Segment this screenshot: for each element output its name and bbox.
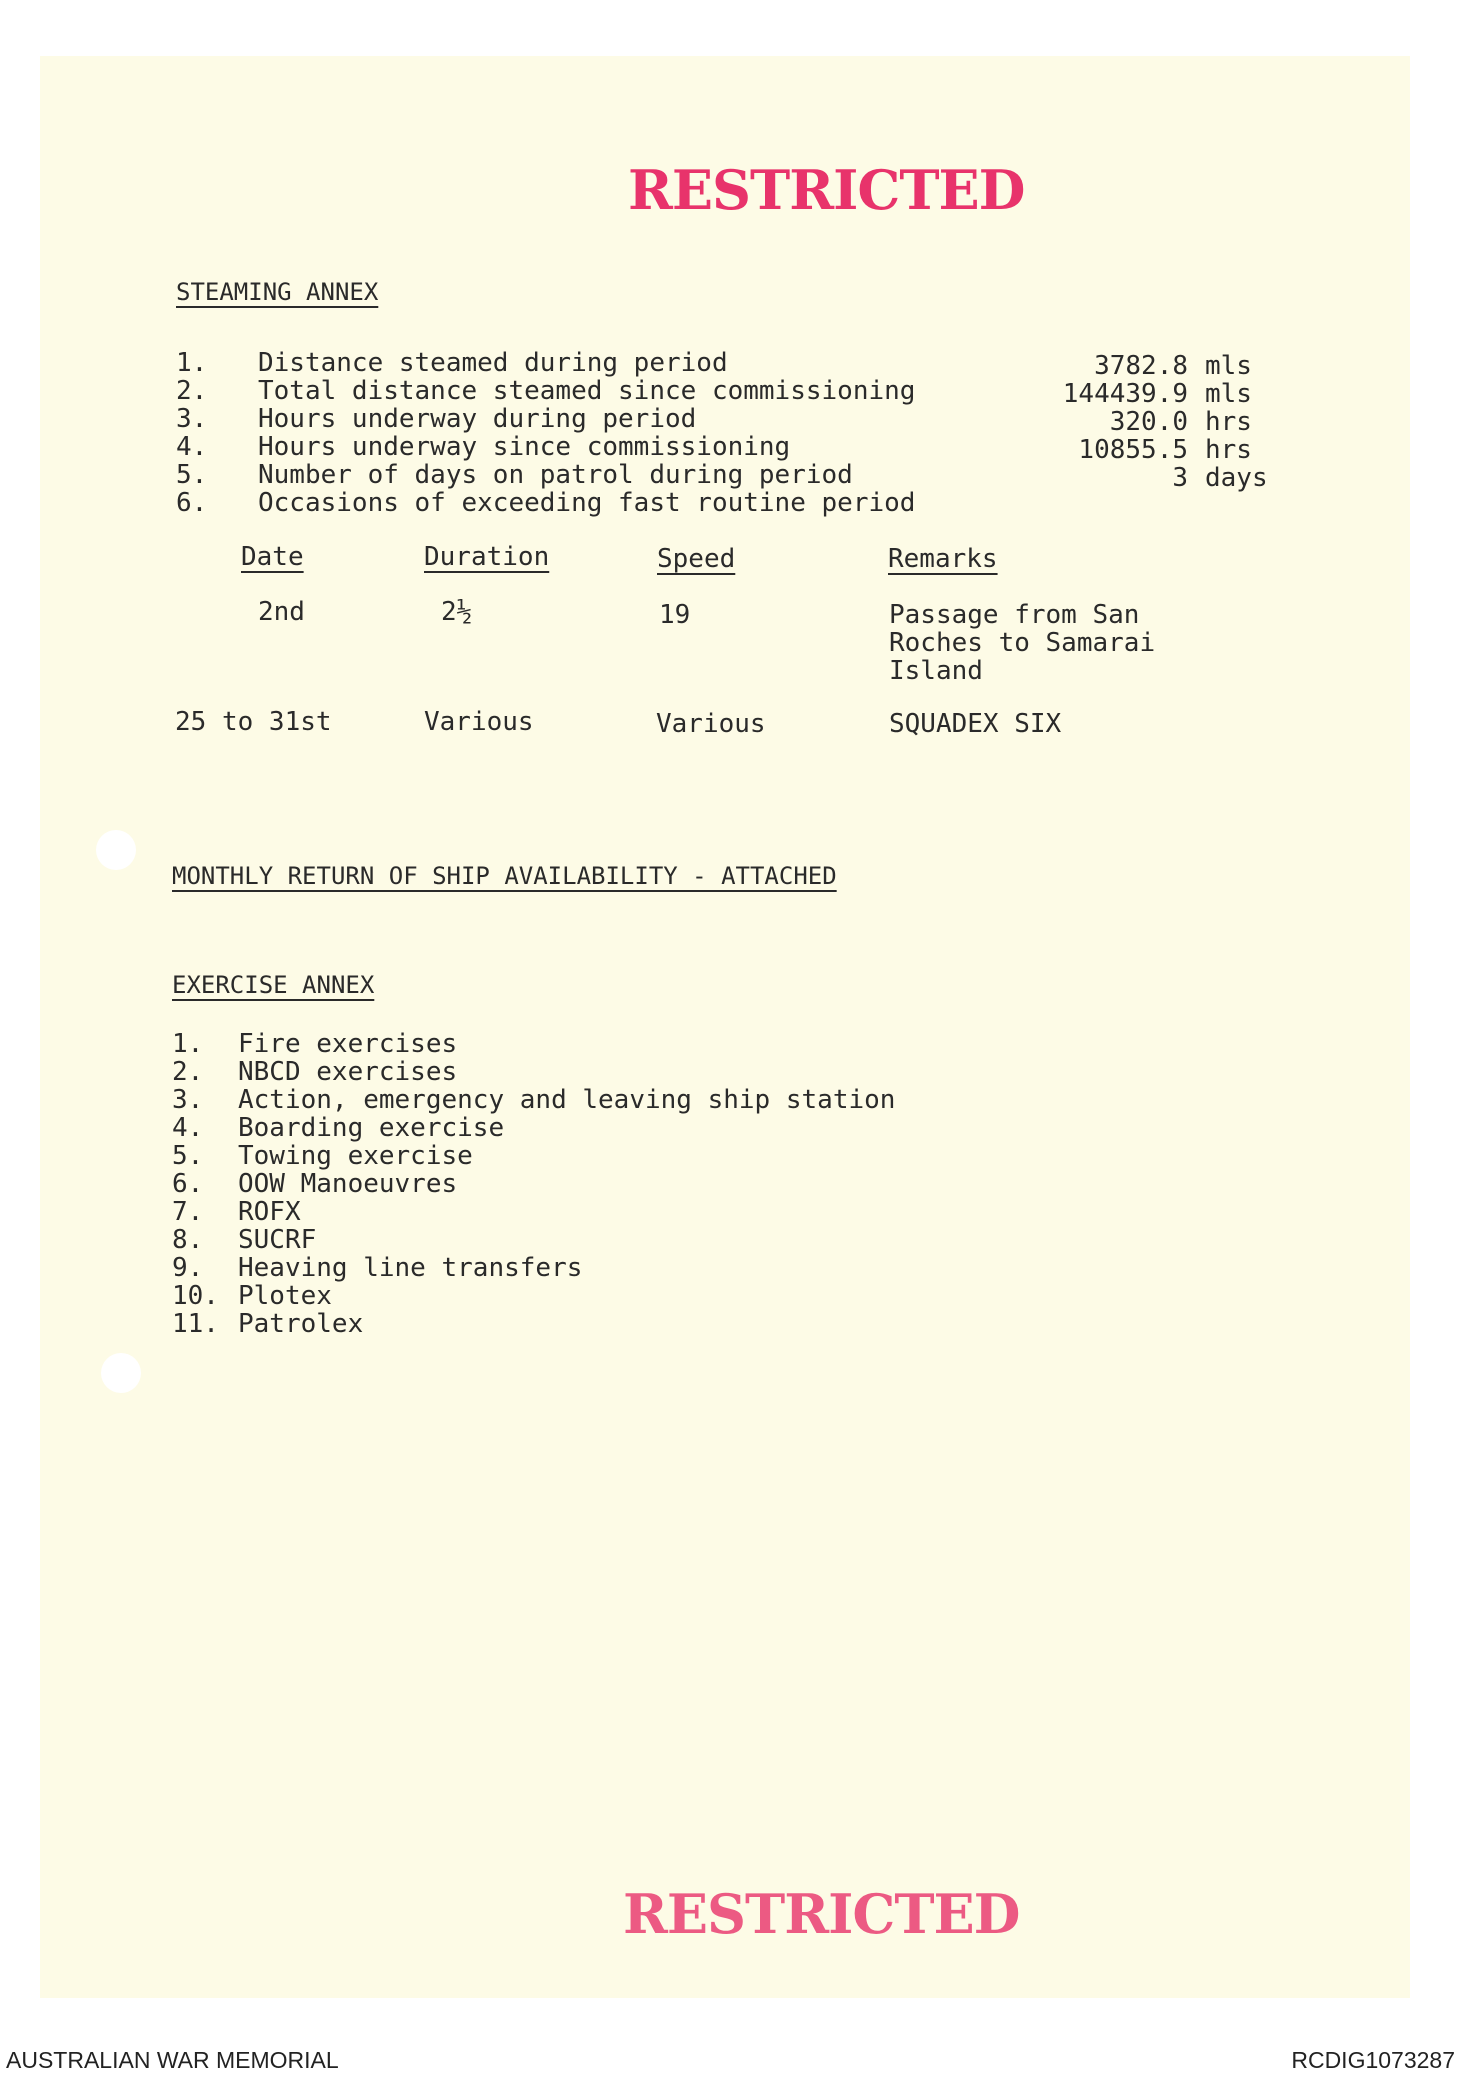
steaming-item-number: 5.	[176, 460, 208, 490]
table-cell-speed: Various	[656, 709, 766, 739]
table-cell-remarks-line: Passage from San	[889, 600, 1140, 630]
exercise-item-number: 9.	[172, 1253, 204, 1283]
exercise-item-number: 10.	[172, 1281, 219, 1311]
exercise-item-text: SUCRF	[238, 1225, 317, 1255]
exercise-item-number: 4.	[172, 1113, 204, 1143]
exercise-item-text: ROFX	[238, 1197, 301, 1227]
monthly-return-heading: MONTHLY RETURN OF SHIP AVAILABILITY - ATTACHED	[172, 862, 837, 890]
steaming-item-value: 3782.8	[1094, 351, 1188, 381]
exercise-item-text: Fire exercises	[238, 1029, 458, 1059]
steaming-item-number: 4.	[176, 432, 208, 462]
steaming-item-text: Number of days on patrol during period	[258, 460, 853, 490]
steaming-annex-title: STEAMING ANNEX	[176, 278, 379, 306]
steaming-item-number: 3.	[176, 404, 208, 434]
exercise-item-text: NBCD exercises	[238, 1057, 458, 1087]
exercise-item-text: Patrolex	[238, 1309, 364, 1339]
table-cell-speed: 19	[659, 600, 691, 630]
steaming-item-number: 6.	[176, 488, 208, 518]
exercise-item-number: 7.	[172, 1197, 204, 1227]
table-cell-remarks-line: SQUADEX SIX	[889, 709, 1062, 739]
punch-hole-bottom	[101, 1353, 141, 1393]
steaming-item-unit: mls	[1205, 379, 1252, 409]
footer-institution: AUSTRALIAN WAR MEMORIAL	[6, 2047, 339, 2073]
steaming-item-unit: hrs	[1205, 435, 1252, 465]
steaming-item-unit: days	[1205, 463, 1268, 493]
steaming-item-number: 2.	[176, 376, 208, 406]
table-cell-duration: Various	[424, 707, 534, 737]
steaming-item-value: 320.0	[1109, 407, 1188, 437]
footer-record-id: RCDIG1073287	[1291, 2047, 1455, 2073]
exercise-item-number: 6.	[172, 1169, 204, 1199]
punch-hole-top	[96, 830, 136, 870]
exercise-item-number: 3.	[172, 1085, 204, 1115]
exercise-item-text: Action, emergency and leaving ship station	[238, 1085, 896, 1115]
exercise-item-text: Boarding exercise	[238, 1113, 505, 1143]
steaming-item-unit: mls	[1205, 351, 1252, 381]
exercise-item-number: 1.	[172, 1029, 204, 1059]
col-header-date: Date	[241, 542, 304, 572]
exercise-item-text: OOW Manoeuvres	[238, 1169, 458, 1199]
col-header-remarks: Remarks	[888, 544, 998, 574]
steaming-item-text: Hours underway since commissioning	[258, 432, 791, 462]
exercise-item-number: 8.	[172, 1225, 204, 1255]
steaming-item-text: Total distance steamed since commissioning	[258, 376, 916, 406]
exercise-item-text: Towing exercise	[238, 1141, 473, 1171]
steaming-item-text: Distance steamed during period	[258, 348, 728, 378]
table-cell-remarks-line: Island	[889, 656, 983, 686]
table-cell-date: 25 to 31st	[175, 707, 332, 737]
restricted-stamp-bottom: RESTRICTED	[623, 1882, 1020, 1946]
col-header-speed: Speed	[657, 544, 736, 574]
col-header-duration: Duration	[424, 542, 550, 572]
table-cell-remarks-line: Roches to Samarai	[889, 628, 1156, 658]
steaming-item-text: Occasions of exceeding fast routine period	[258, 488, 916, 518]
table-cell-date: 2nd	[258, 597, 305, 627]
exercise-item-number: 11.	[172, 1309, 219, 1339]
steaming-item-value: 144439.9	[1062, 379, 1188, 409]
steaming-item-value: 3	[1172, 463, 1188, 493]
steaming-item-text: Hours underway during period	[258, 404, 697, 434]
exercise-item-number: 5.	[172, 1141, 204, 1171]
steaming-item-number: 1.	[176, 348, 208, 378]
steaming-item-value: 10855.5	[1078, 435, 1188, 465]
exercise-item-text: Plotex	[238, 1281, 332, 1311]
exercise-item-text: Heaving line transfers	[238, 1253, 583, 1283]
table-cell-duration: 2½	[441, 597, 473, 627]
steaming-item-unit: hrs	[1205, 407, 1252, 437]
exercise-item-number: 2.	[172, 1057, 204, 1087]
restricted-stamp-top: RESTRICTED	[628, 158, 1025, 222]
exercise-annex-title: EXERCISE ANNEX	[172, 971, 375, 999]
